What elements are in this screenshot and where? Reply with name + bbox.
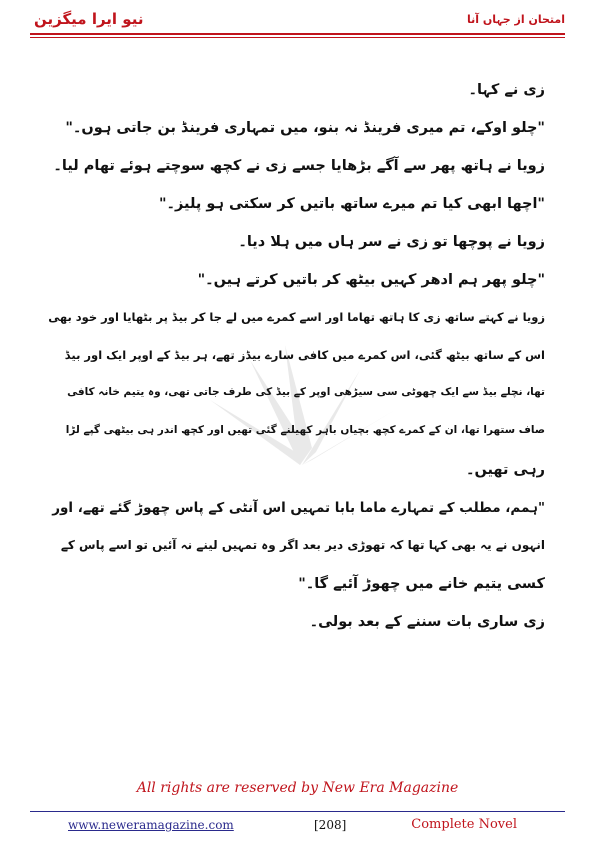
paragraph-line: انہوں نے یہ بھی کہا تھا کہ تھوڑی دیر بعد اگر وہ تمہیں لینے نہ آئیں تو اسے پاس کے: [60, 538, 545, 552]
magazine-name: نیو ایرا میگزین: [34, 10, 144, 28]
paragraph-line: زی ساری بات سننے کے بعد بولی۔: [309, 614, 545, 630]
paragraph-line: زویا نے ہاتھ پھر سے آگے بڑھایا جسے زی نے کچھ سوچتے ہوئے تھام لیا۔: [53, 158, 545, 174]
rights-notice: All rights are reserved by New Era Magazine: [136, 780, 459, 796]
paragraph-line: کسی یتیم خانے میں چھوڑ آئیے گا۔": [298, 576, 545, 592]
header-rule-thin: [30, 37, 565, 38]
paragraph-line: "ہمم، مطلب کے تمہارے ماما بابا تمہیں اس آنٹی کے پاس چھوڑ گئے تھے، اور: [52, 500, 545, 516]
paragraph-line: "چلو اوکے، تم میری فرینڈ نہ بنو، میں تمہاری فرینڈ بن جاتی ہوں۔": [65, 120, 545, 136]
novel-title: امتحان از جہاں آنا: [466, 13, 565, 26]
paragraph-line: "اچھا ابھی کیا تم میرے ساتھ باتیں کر سکتی ہو پلیز۔": [158, 196, 545, 212]
paragraph-line: زویا نے کہتے ساتھ زی کا ہاتھ تھاما اور اسے کمرے میں لے جا کر بیڈ پر بٹھایا اور خود بھی: [48, 310, 545, 324]
paragraph-line: تھا، نچلے بیڈ سے ایک چھوٹی سی سیڑھی اوپر کے بیڈ کی طرف جاتی تھی، وہ یتیم خانہ کافی: [67, 386, 545, 398]
page-number: [208]: [314, 818, 347, 832]
footer-rule: [30, 811, 565, 812]
paragraph-line: اس کے ساتھ بیٹھ گئی، اس کمرے میں کافی سارے بیڈز تھے، ہر بیڈ کے اوپر ایک اور بیڈ: [64, 348, 545, 362]
paragraph-line: رہی تھیں۔: [465, 462, 545, 478]
section-label: Complete Novel: [411, 817, 517, 832]
paragraph-line: "چلو پھر ہم ادھر کہیں بیٹھ کر باتیں کرتے ہیں۔": [197, 272, 545, 288]
header-rule: [30, 33, 565, 35]
paragraph-line: صاف ستھرا تھا، ان کے کمرے کچھ بچیاں باہر کھیلنے گئی تھیں اور کچھ اندر ہی بیٹھی گپے لڑا: [65, 424, 545, 436]
website-link[interactable]: www.neweramagazine.com: [68, 818, 234, 832]
paragraph-line: زویا نے پوچھا تو زی نے سر ہاں میں ہلا دیا۔: [238, 234, 545, 250]
paragraph-line: زی نے کہا۔: [468, 82, 545, 98]
